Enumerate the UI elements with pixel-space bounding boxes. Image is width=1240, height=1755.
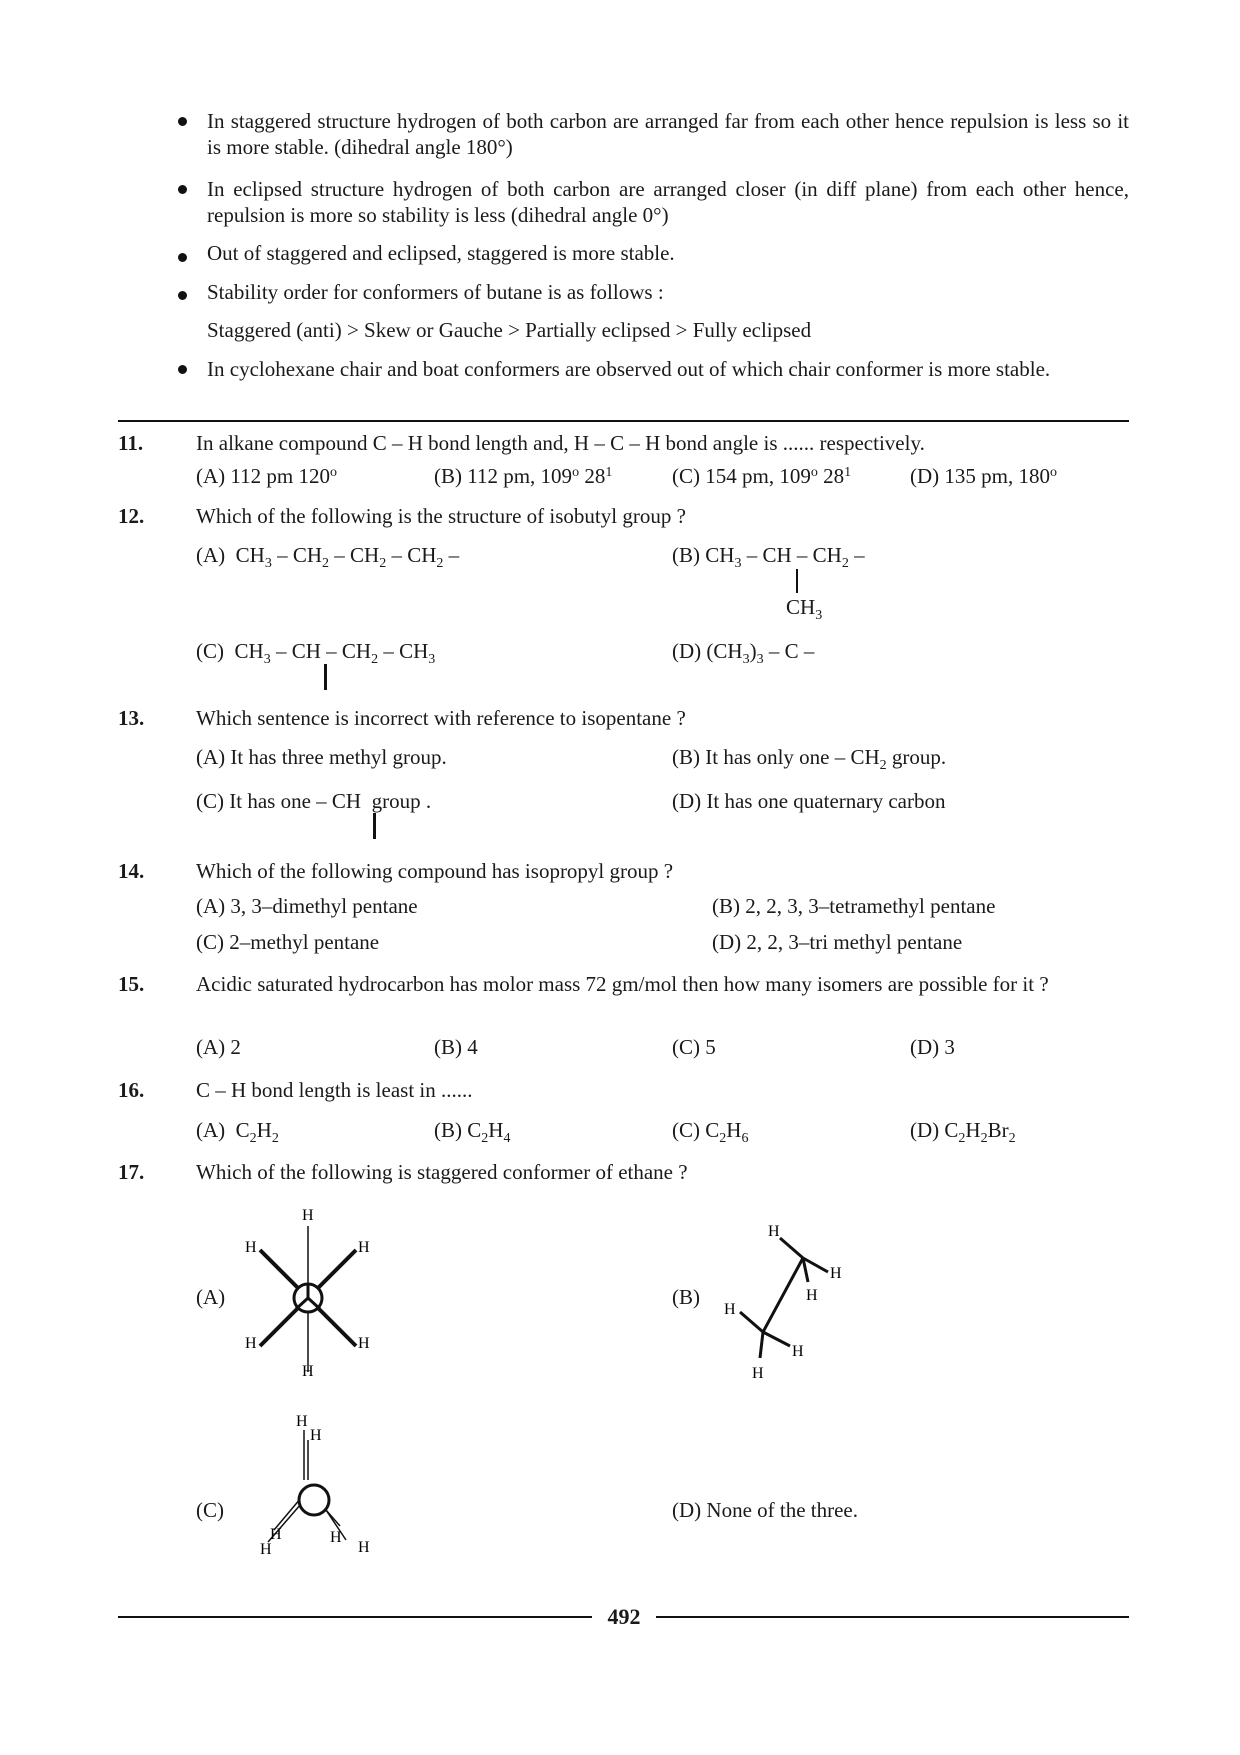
footer-rule-right	[656, 1616, 1129, 1618]
question-text: Which of the following is staggered conformer of ethane ?	[196, 1160, 688, 1184]
atom-label: H	[330, 1529, 342, 1546]
subscript: 2	[481, 1131, 489, 1146]
degree-mark: o	[1050, 465, 1057, 480]
option-d: (D) 3	[910, 1035, 955, 1059]
ch-group: CH	[292, 543, 323, 567]
ch-group: CH	[235, 543, 265, 567]
ch-group: CH	[786, 595, 816, 619]
option-label: (C)	[672, 1118, 700, 1142]
option-b: (B) 4	[434, 1035, 478, 1059]
atom-label: H	[792, 1343, 804, 1360]
option-text: group.	[886, 745, 947, 769]
atom-h: H	[256, 1118, 272, 1142]
subscript: 3	[742, 652, 750, 667]
option-c: (C) 5	[672, 1035, 716, 1059]
atom-label: H	[296, 1413, 308, 1430]
subscript: 3	[734, 556, 742, 571]
atom-c: C	[705, 1118, 720, 1142]
ch-group: CH	[331, 789, 362, 813]
atom-c: C	[467, 1118, 482, 1142]
newman-projection-a	[240, 1208, 380, 1378]
bullet-dot	[178, 291, 187, 300]
subscript: 2	[719, 1131, 727, 1146]
subscript: 3	[264, 556, 272, 571]
bond-line	[763, 1332, 790, 1346]
option-c	[672, 1117, 749, 1146]
subscript: 6	[741, 1131, 749, 1146]
option-a: (A) 3, 3–dimethyl pentane	[196, 894, 418, 918]
option-text: (B) It has only one – CH	[672, 745, 880, 769]
question-text: Which of the following is the structure of isobutyl group ?	[196, 504, 686, 528]
option-a-label: (A)	[196, 1285, 226, 1309]
subscript: 2	[841, 556, 849, 571]
bond-dash: –	[768, 639, 780, 663]
option-d	[910, 1117, 1016, 1146]
option-label: (B)	[672, 543, 700, 567]
minute-value: 28	[584, 464, 606, 488]
atom-label: H	[302, 1208, 314, 1224]
bond-dash: –	[803, 639, 815, 663]
degree-mark: o	[572, 465, 580, 480]
option-c-label: (C)	[196, 1498, 224, 1522]
bond-dash: –	[448, 543, 460, 567]
subscript: 2	[980, 1131, 988, 1146]
atom-label: H	[245, 1335, 257, 1352]
atom-label: H	[302, 1363, 314, 1378]
option-b	[434, 463, 612, 489]
atom-br: Br	[987, 1118, 1009, 1142]
bond-dash: –	[334, 543, 345, 567]
carbon-circle	[299, 1485, 329, 1515]
option-text: (A) 112 pm 120	[196, 464, 330, 488]
question-number: 17.	[118, 1160, 145, 1184]
option-c-formula	[196, 638, 436, 667]
subscript: 2	[879, 758, 887, 773]
ch-group: CH	[762, 543, 792, 567]
option-text: (C) 154 pm, 109	[672, 464, 811, 488]
atom-label: H	[768, 1223, 780, 1240]
ch-group: CH	[350, 543, 380, 567]
carbon-atom: C	[784, 639, 799, 663]
atom-label: H	[270, 1526, 282, 1543]
option-c	[196, 788, 431, 814]
atom-label: H	[260, 1541, 272, 1558]
bond-dash: –	[746, 543, 758, 567]
subscript: 2	[436, 556, 444, 571]
bond-dash: –	[326, 639, 337, 663]
bullet-3: Out of staggered and eclipsed, staggered is more stable.	[207, 241, 675, 265]
bullet-1: In staggered structure hydrogen of both carbon are arranged far from each other hence repulsion is less so it is more stable. (dihedral angle 180°)	[207, 109, 1129, 159]
option-b	[672, 744, 947, 773]
ch-group: CH	[705, 543, 735, 567]
option-c: (C) 2–methyl pentane	[196, 930, 380, 954]
bond-line	[760, 1332, 763, 1358]
question-text: Acidic saturated hydrocarbon has molor mass 72 gm/mol then how many isomers are possible for it ?	[196, 972, 1049, 996]
atom-h: H	[726, 1118, 742, 1142]
subscript: 2	[379, 556, 387, 571]
option-d: (D) 2, 2, 3–tri methyl pentane	[712, 930, 963, 954]
bond-line	[763, 1258, 803, 1332]
option-a	[196, 463, 337, 489]
bullet-5: In cyclohexane chair and boat conformers are observed out of which chair conformer is more stable.	[207, 357, 1051, 381]
atom-h: H	[965, 1118, 981, 1142]
option-a: (A) 2	[196, 1035, 241, 1059]
option-label: (C)	[196, 639, 224, 663]
option-d-formula: (D) $(CH_3)_3$ – C –	[672, 639, 815, 667]
footer-rule-left	[118, 1616, 592, 1618]
option-text: group .	[371, 789, 432, 813]
subscript: 3	[428, 652, 436, 667]
stability-order: Staggered (anti) > Skew or Gauche > Partially eclipsed > Fully eclipsed	[207, 318, 812, 342]
subscript: 3	[756, 652, 764, 667]
atom-label: H	[358, 1239, 370, 1256]
page-number: 492	[607, 1604, 641, 1629]
ch-group: CH	[234, 639, 264, 663]
atom-label: H	[752, 1365, 764, 1380]
option-label: (A)	[196, 1118, 226, 1142]
option-b	[434, 1117, 511, 1146]
option-text: (C) It has one –	[196, 789, 327, 813]
bullet-dot	[178, 185, 187, 194]
atom-label: H	[358, 1335, 370, 1352]
question-number: 14.	[118, 859, 145, 883]
bullet-4: Stability order for conformers of butane is as follows :	[207, 280, 664, 304]
option-label: (B)	[434, 1118, 462, 1142]
bond-dash: –	[277, 543, 288, 567]
question-text: In alkane compound C – H bond length and, H – C – H bond angle is ...... respectively.	[196, 431, 925, 455]
option-a: (A) It has three methyl group.	[196, 745, 447, 769]
ch-group: CH	[713, 639, 743, 663]
option-text: (D) 135 pm, 180	[910, 464, 1050, 488]
degree-mark: o	[329, 465, 337, 480]
subscript: 3	[263, 652, 271, 667]
option-c	[672, 463, 851, 489]
question-number: 12.	[118, 504, 145, 528]
bond-line	[780, 1238, 803, 1258]
atom-label: H	[310, 1427, 322, 1444]
branch-bond	[373, 813, 376, 839]
atom-label: H	[724, 1301, 736, 1318]
option-text: (B) 112 pm, 109	[434, 464, 573, 488]
option-b-label: (B)	[672, 1285, 700, 1309]
minute-mark: 1	[844, 465, 852, 480]
question-text: Which sentence is incorrect with reference to isopentane ?	[196, 706, 686, 730]
degree-mark: o	[810, 465, 818, 480]
option-d	[910, 463, 1057, 489]
atom-label: H	[830, 1265, 842, 1282]
subscript: 3	[815, 608, 823, 623]
subscript: 4	[503, 1131, 511, 1146]
question-text: C – H bond length is least in ......	[196, 1078, 473, 1102]
bond-dash: –	[383, 639, 394, 663]
minute-value: 28	[823, 464, 845, 488]
question-text: Which of the following compound has isopropyl group ?	[196, 859, 674, 883]
atom-label: H	[806, 1287, 818, 1304]
bullet-dot	[178, 117, 187, 126]
ch-group: CH	[812, 543, 842, 567]
ch-group: CH	[291, 639, 321, 663]
newman-projection-c	[246, 1412, 386, 1562]
question-number: 13.	[118, 706, 145, 730]
branch-bond	[324, 664, 327, 690]
question-number: 16.	[118, 1078, 145, 1102]
subscript: 2	[958, 1131, 966, 1146]
bond-dash: –	[796, 543, 808, 567]
option-b: (B) 2, 2, 3, 3–tetramethyl pentane	[712, 894, 996, 918]
option-d: (D) It has one quaternary carbon	[672, 789, 946, 813]
atom-label: H	[358, 1539, 370, 1556]
branch-bond	[796, 569, 798, 593]
section-divider	[118, 420, 1129, 422]
bond-dash: –	[275, 639, 287, 663]
sawhorse-projection-b	[718, 1220, 868, 1380]
question-number: 15.	[118, 972, 145, 996]
atom-label: H	[245, 1239, 257, 1256]
atom-c: C	[235, 1118, 250, 1142]
subscript: 2	[322, 556, 330, 571]
option-d: (D) None of the three.	[672, 1498, 859, 1522]
bond-line	[740, 1312, 763, 1332]
option-a-formula	[196, 542, 460, 571]
question-number: 11.	[118, 431, 144, 455]
subscript: 2	[371, 652, 379, 667]
subscript: 2	[1008, 1131, 1016, 1146]
option-a	[196, 1117, 279, 1146]
ch-group: CH	[399, 639, 429, 663]
bond-dash: –	[391, 543, 402, 567]
option-label: (A)	[196, 543, 226, 567]
subscript: 2	[271, 1131, 279, 1146]
bullet-2: In eclipsed structure hydrogen of both carbon are arranged closer (in diff plane) from each other hence, repulsion is more so stability is less (dihedral angle 0°)	[207, 177, 1129, 227]
bond-dash: –	[854, 543, 865, 567]
minute-mark: 1	[605, 465, 613, 480]
option-label: (D)	[910, 1118, 940, 1142]
atom-h: H	[488, 1118, 504, 1142]
option-b-formula	[672, 542, 865, 571]
option-label: (D)	[672, 639, 702, 663]
ch-group: CH	[407, 543, 437, 567]
bullet-dot	[178, 253, 187, 262]
subscript: 2	[249, 1131, 257, 1146]
branch-methyl	[786, 594, 823, 623]
ch-group: CH	[341, 639, 372, 663]
atom-c: C	[944, 1118, 959, 1142]
bullet-dot	[178, 365, 187, 374]
